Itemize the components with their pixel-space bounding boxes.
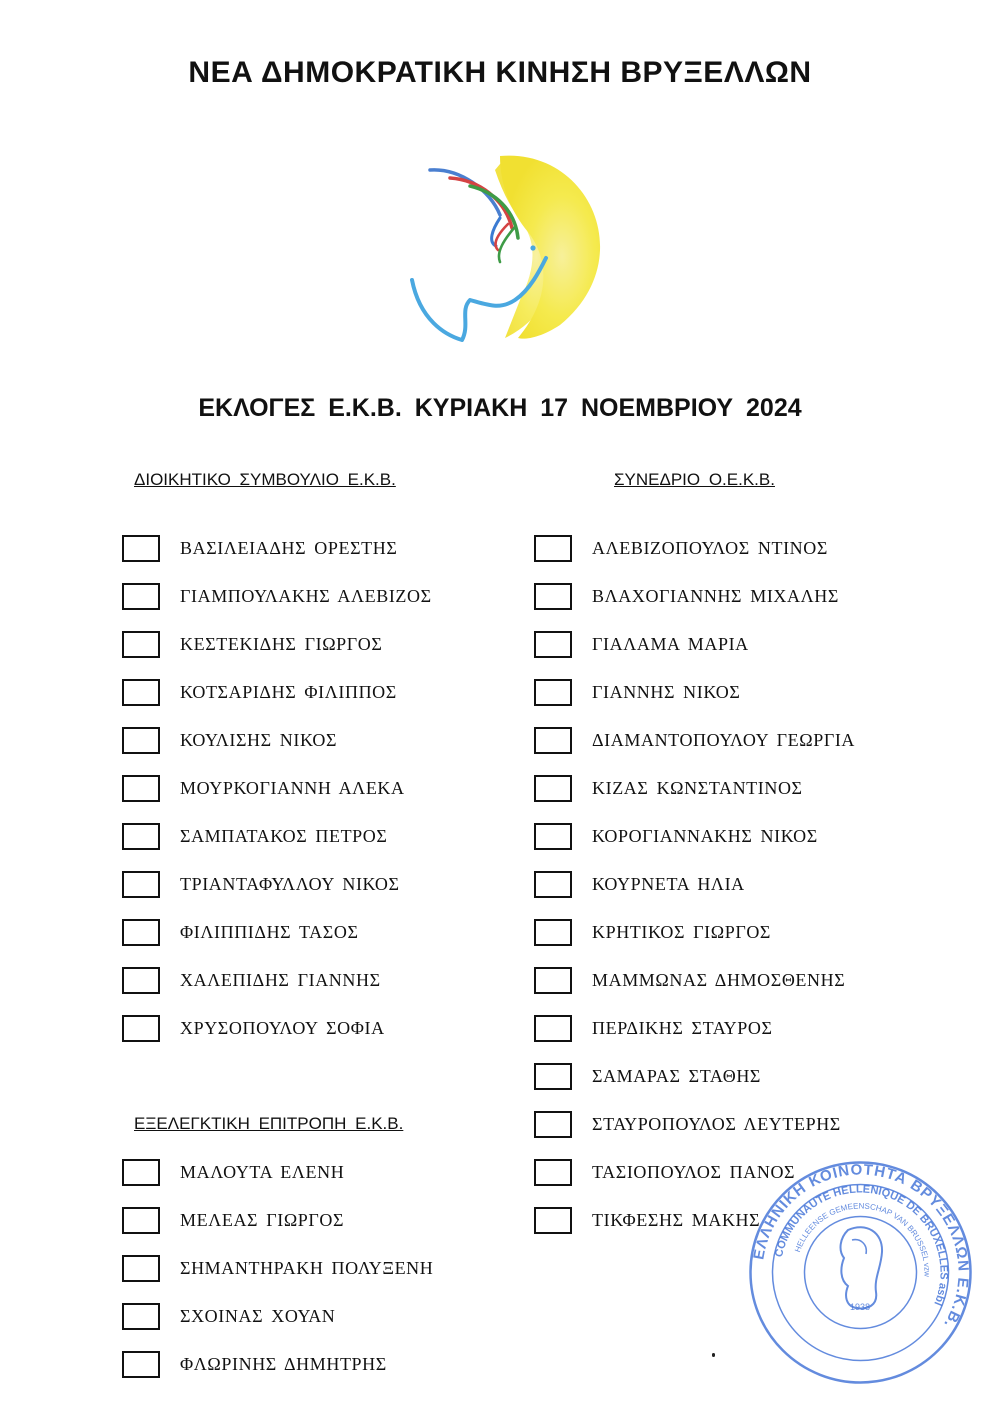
candidate-name: ΤΡΙΑΝΤΑΦΥΛΛΟΥ ΝΙΚΟΣ: [180, 873, 400, 894]
list-item: [534, 860, 855, 908]
candidate-name: ΦΙΛΙΠΠΙΔΗΣ ΤΑΣΟΣ: [180, 921, 359, 942]
stamp-middle-text: COMMUNAUTE HELLENIQUE DE BRUXELLES asbl: [773, 1183, 950, 1308]
vote-checkbox[interactable]: [122, 967, 160, 994]
candidate-name: ΚΡΗΤΙΚΟΣ ΓΙΩΡΓΟΣ: [592, 921, 772, 942]
vote-checkbox[interactable]: [122, 1207, 160, 1234]
candidate-name: ΤΙΚΦΕΣΗΣ ΜΑΚΗΣ: [592, 1209, 761, 1230]
vote-checkbox[interactable]: [534, 1063, 572, 1090]
stamp-year: 1938: [849, 1302, 871, 1312]
vote-checkbox[interactable]: [534, 583, 572, 610]
candidate-name: ΓΙΑΝΝΗΣ ΝΙΚΟΣ: [592, 681, 741, 702]
list-item: [122, 1196, 433, 1244]
vote-checkbox[interactable]: [122, 535, 160, 562]
candidate-name: ΤΑΣΙΟΠΟΥΛΟΣ ΠΑΝΟΣ: [592, 1161, 796, 1182]
vote-checkbox[interactable]: [122, 631, 160, 658]
election-subtitle: ΕΚΛΟΓΕΣ Ε.Κ.Β. ΚΥΡΙΑΚΗ 17 ΝΟΕΜΒΡΙΟΥ 2024: [198, 394, 802, 422]
candidate-name: ΣΧΟΙΝΑΣ ΧΟΥΑΝ: [180, 1305, 336, 1326]
vote-checkbox[interactable]: [122, 1255, 160, 1282]
candidate-name: ΜΑΜΜΩΝΑΣ ΔΗΜΟΣΘΕΝΗΣ: [592, 969, 846, 990]
vote-checkbox[interactable]: [534, 1015, 572, 1042]
stamp-inner-text: HELLEENSE GEMEENSCHAP VAN BRUSSEL vzw: [793, 1201, 932, 1277]
candidate-name: ΒΛΑΧΟΓΙΑΝΝΗΣ ΜΙΧΑΛΗΣ: [592, 585, 839, 606]
audit-heading: ΕΞΕΛΕΓΚΤΙΚΗ ΕΠΙΤΡΟΠΗ Ε.Κ.Β.: [134, 1114, 404, 1133]
vote-checkbox[interactable]: [122, 1159, 160, 1186]
vote-checkbox[interactable]: [534, 1111, 572, 1138]
vote-checkbox[interactable]: [122, 871, 160, 898]
list-item: [534, 1052, 855, 1100]
list-item: [122, 524, 432, 572]
candidate-name: ΚΟΥΡΝΕΤΑ ΗΛΙΑ: [592, 873, 745, 894]
list-item: [122, 620, 432, 668]
list-item: [534, 908, 855, 956]
vote-checkbox[interactable]: [122, 1303, 160, 1330]
candidate-name: ΜΕΛΕΑΣ ΓΙΩΡΓΟΣ: [180, 1209, 345, 1230]
vote-checkbox[interactable]: [122, 1351, 160, 1378]
candidate-name: ΣΗΜΑΝΤΗΡΑΚΗ ΠΟΛΥΞΕΝΗ: [180, 1257, 434, 1278]
candidate-name: ΣΑΜΠΑΤΑΚΟΣ ΠΕΤΡΟΣ: [180, 825, 388, 846]
vote-checkbox[interactable]: [534, 967, 572, 994]
vote-checkbox[interactable]: [534, 631, 572, 658]
list-item: [122, 1148, 433, 1196]
page-title: ΝΕΑ ΔΗΜΟΚΡΑΤΙΚΗ ΚΙΝΗΣΗ ΒΡΥΞΕΛΛΩΝ: [188, 56, 812, 89]
vote-checkbox[interactable]: [534, 727, 572, 754]
board-candidate-list: [122, 524, 432, 1052]
candidate-name: ΜΟΥΡΚΟΓΙΑΝΝΗ ΑΛΕΚΑ: [180, 777, 405, 798]
list-item: [534, 764, 855, 812]
vote-checkbox[interactable]: [534, 871, 572, 898]
list-item: [122, 1004, 432, 1052]
list-item: [534, 572, 855, 620]
party-logo: [400, 150, 620, 350]
candidate-name: ΠΕΡΔΙΚΗΣ ΣΤΑΥΡΟΣ: [592, 1017, 773, 1038]
list-item: [122, 1292, 433, 1340]
list-item: [534, 1004, 855, 1052]
vote-checkbox[interactable]: [534, 679, 572, 706]
candidate-name: ΦΛΩΡΙΝΗΣ ΔΗΜΗΤΡΗΣ: [180, 1353, 387, 1374]
vote-checkbox[interactable]: [534, 919, 572, 946]
vote-checkbox[interactable]: [122, 823, 160, 850]
candidate-name: ΣΤΑΥΡΟΠΟΥΛΟΣ ΛΕΥΤΕΡΗΣ: [592, 1113, 841, 1134]
eye-dot: [530, 245, 535, 250]
candidate-name: ΣΑΜΑΡΑΣ ΣΤΑΘΗΣ: [592, 1065, 761, 1086]
list-item: [534, 716, 855, 764]
vote-checkbox[interactable]: [534, 535, 572, 562]
vote-checkbox[interactable]: [534, 1207, 572, 1234]
candidate-name: ΔΙΑΜΑΝΤΟΠΟΥΛΟΥ ΓΕΩΡΓΙΑ: [592, 729, 856, 750]
list-item: [534, 956, 855, 1004]
list-item: [534, 524, 855, 572]
stamp-outer-text: ΕΛΛΗΝΙΚΗ ΚΟΙΝΟΤΗΤΑ ΒΡΥΞΕΛΛΩΝ Ε.Κ.Β.: [750, 1161, 972, 1332]
candidate-name: ΧΡΥΣΟΠΟΥΛΟΥ ΣΟΦΙΑ: [180, 1017, 385, 1038]
list-item: [534, 620, 855, 668]
audit-candidate-list: [122, 1148, 433, 1388]
candidate-name: ΚΙΖΑΣ ΚΩΝΣΤΑΝΤΙΝΟΣ: [592, 777, 803, 798]
vote-checkbox[interactable]: [534, 775, 572, 802]
candidate-name: ΚΟΡΟΓΙΑΝΝΑΚΗΣ ΝΙΚΟΣ: [592, 825, 818, 846]
list-item: [534, 1100, 855, 1148]
board-heading: ΔΙΟΙΚΗΤΙΚΟ ΣΥΜΒΟΥΛΙΟ Ε.Κ.Β.: [134, 470, 396, 489]
list-item: [122, 908, 432, 956]
ink-dot: [712, 1353, 715, 1357]
candidate-name: ΚΕΣΤΕΚΙΔΗΣ ΓΙΩΡΓΟΣ: [180, 633, 383, 654]
candidate-name: ΚΟΥΛΙΣΗΣ ΝΙΚΟΣ: [180, 729, 338, 750]
list-item: [122, 956, 432, 1004]
list-item: [122, 1244, 433, 1292]
vote-checkbox[interactable]: [534, 1159, 572, 1186]
community-stamp: [748, 1160, 973, 1385]
candidate-name: ΚΟΤΣΑΡΙΔΗΣ ΦΙΛΙΠΠΟΣ: [180, 681, 397, 702]
candidate-name: ΓΙΑΜΠΟΥΛΑΚΗΣ ΑΛΕΒΙΖΟΣ: [180, 585, 432, 606]
vote-checkbox[interactable]: [122, 775, 160, 802]
candidate-name: ΑΛΕΒΙΖΟΠΟΥΛΟΣ ΝΤΙΝΟΣ: [592, 537, 828, 558]
list-item: [122, 812, 432, 860]
candidate-name: ΧΑΛΕΠΙΔΗΣ ΓΙΑΝΝΗΣ: [180, 969, 381, 990]
list-item: [122, 764, 432, 812]
vote-checkbox[interactable]: [122, 583, 160, 610]
candidate-name: ΓΙΑΛΑΜΑ ΜΑΡΙΑ: [592, 633, 749, 654]
list-item: [122, 1340, 433, 1388]
vote-checkbox[interactable]: [122, 679, 160, 706]
list-item: [534, 812, 855, 860]
congress-heading: ΣΥΝΕΔΡΙΟ Ο.Ε.Κ.Β.: [614, 470, 775, 489]
vote-checkbox[interactable]: [122, 1015, 160, 1042]
stamp-head-icon: [841, 1227, 883, 1308]
candidate-name: ΜΑΛΟΥΤΑ ΕΛΕΝΗ: [180, 1161, 345, 1182]
list-item: [122, 716, 432, 764]
list-item: [122, 860, 432, 908]
list-item: [122, 668, 432, 716]
candidate-name: ΒΑΣΙΛΕΙΑΔΗΣ ΟΡΕΣΤΗΣ: [180, 537, 398, 558]
vote-checkbox[interactable]: [122, 919, 160, 946]
vote-checkbox[interactable]: [122, 727, 160, 754]
congress-candidate-list: [534, 524, 855, 1244]
vote-checkbox[interactable]: [534, 823, 572, 850]
sun-body: [500, 156, 600, 339]
list-item: [122, 572, 432, 620]
list-item: [534, 668, 855, 716]
